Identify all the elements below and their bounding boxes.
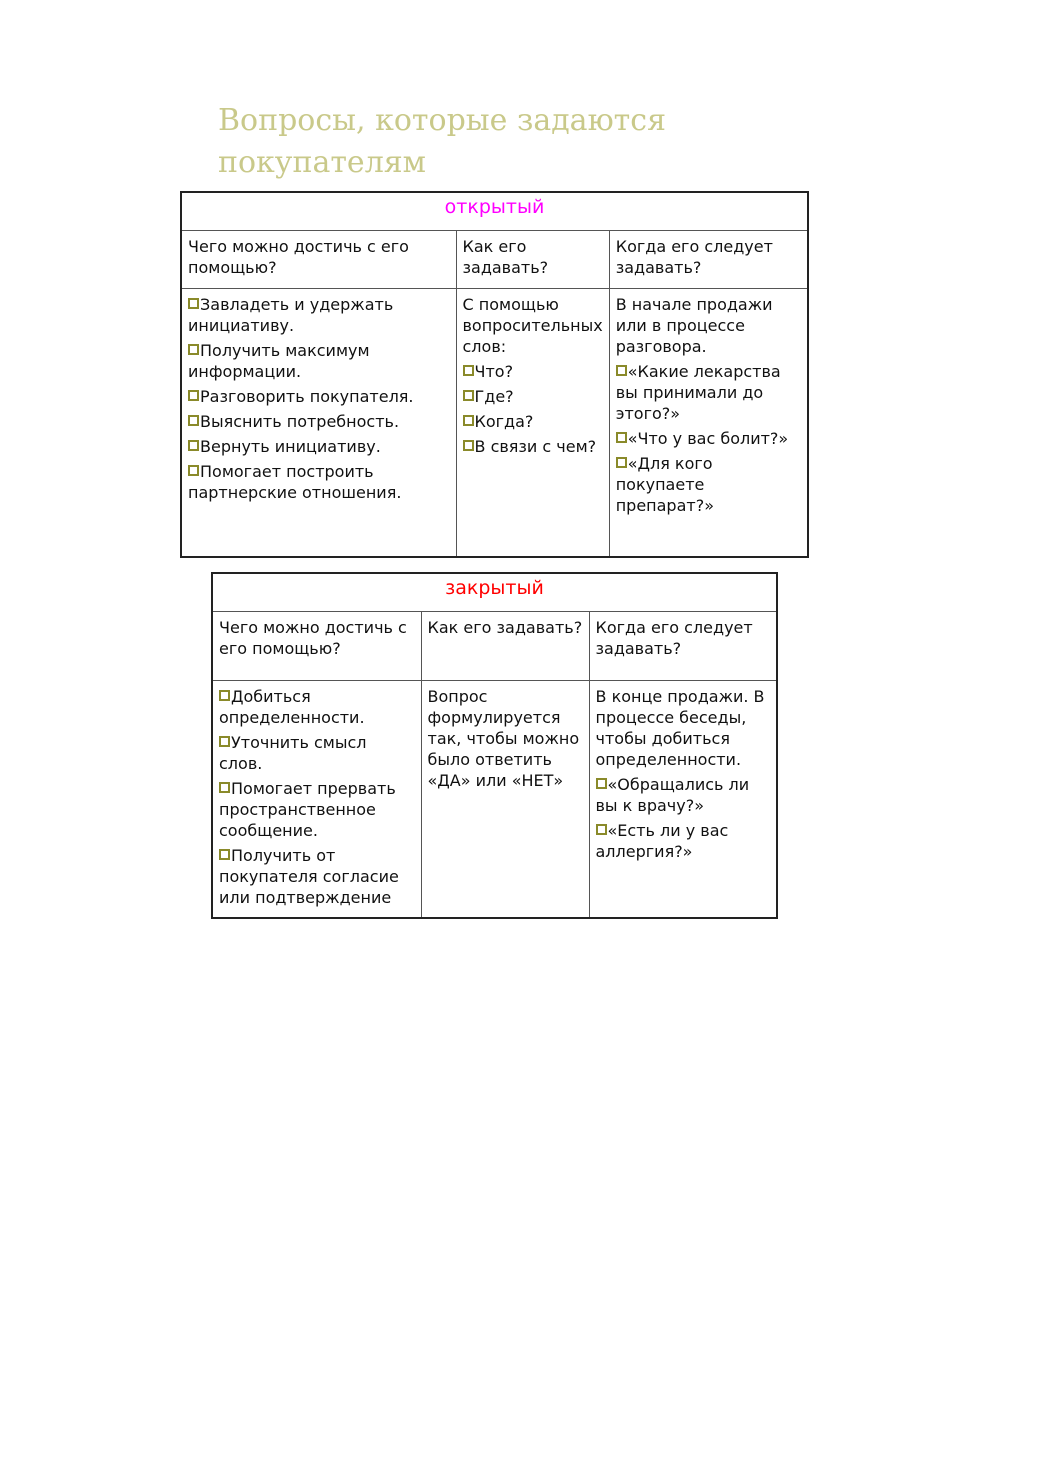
open-goals-cell [181, 289, 456, 557]
open-when-cell [609, 289, 808, 557]
square-bullet-icon [219, 736, 230, 747]
open-table-caption: открытый [181, 192, 808, 231]
list-item: Что? [463, 361, 603, 382]
square-bullet-icon [463, 440, 474, 451]
list-item: «Есть ли у вас аллергия?» [595, 821, 729, 861]
square-bullet-icon [463, 365, 474, 376]
list-item: В связи с чем? [463, 436, 603, 457]
closed-header-how: Как его задавать? [421, 612, 589, 681]
closed-how-cell [421, 681, 589, 919]
when-intro: В начале продажи или в процессе разговора. [615, 295, 773, 356]
list-item: Добиться определенности. [219, 687, 365, 727]
list-item: «Что у вас болит?» [616, 428, 801, 449]
square-bullet-icon [463, 390, 474, 401]
square-bullet-icon [616, 365, 627, 376]
closed-when-cell [589, 681, 777, 919]
closed-goals-cell [212, 681, 421, 919]
square-bullet-icon [188, 465, 199, 476]
square-bullet-icon [463, 415, 474, 426]
square-bullet-icon [616, 457, 627, 468]
page-title: Вопросы, которые задаются покупателям [218, 103, 667, 180]
open-how-cell [456, 289, 609, 557]
list-item: Уточнить смысл слов. [219, 733, 367, 773]
list-item: Вернуть инициативу. [188, 436, 450, 457]
square-bullet-icon [219, 690, 230, 701]
square-bullet-icon [188, 440, 199, 451]
square-bullet-icon [219, 782, 230, 793]
how-intro: С помощью вопросительных слов: [462, 295, 603, 356]
open-questions-table [180, 191, 809, 558]
list-item: Выяснить потребность. [188, 411, 450, 432]
closed-questions-table [211, 572, 778, 919]
square-bullet-icon [188, 390, 199, 401]
list-item: Разговорить покупателя. [188, 386, 450, 407]
square-bullet-icon [188, 298, 199, 309]
square-bullet-icon [616, 432, 627, 443]
list-item: «Обращались ли вы к врачу?» [595, 775, 750, 815]
list-item: «Какие лекарства вы принимали до этого?» [615, 362, 781, 423]
list-item: Завладеть и удержать инициативу. [188, 295, 394, 335]
open-header-when: Когда его следует задавать? [609, 231, 808, 289]
open-header-how: Как его задавать? [456, 231, 609, 289]
list-item: «Для кого покупаете препарат?» [615, 454, 714, 515]
how-text: Вопрос формулируется так, чтобы можно было ответить «ДА» или «НЕТ» [427, 687, 580, 790]
closed-header-goal: Чего можно достичь с его помощью? [212, 612, 421, 681]
closed-header-when: Когда его следует задавать? [589, 612, 777, 681]
square-bullet-icon [219, 849, 230, 860]
square-bullet-icon [596, 824, 607, 835]
closed-table-caption: закрытый [212, 573, 777, 612]
square-bullet-icon [596, 778, 607, 789]
list-item: Получить от покупателя согласие или подтверждение [219, 846, 399, 907]
list-item: Когда? [463, 411, 603, 432]
open-header-goal: Чего можно достичь с его помощью? [181, 231, 456, 289]
list-item: Где? [463, 386, 603, 407]
square-bullet-icon [188, 344, 199, 355]
list-item: Получить максимум информации. [188, 341, 370, 381]
square-bullet-icon [188, 415, 199, 426]
list-item: Помогает построить партнерские отношения. [188, 462, 402, 502]
when-intro: В конце продажи. В процессе беседы, чтобы добиться определенности. [595, 687, 765, 769]
list-item: Помогает прервать пространственное сообщение. [219, 779, 396, 840]
